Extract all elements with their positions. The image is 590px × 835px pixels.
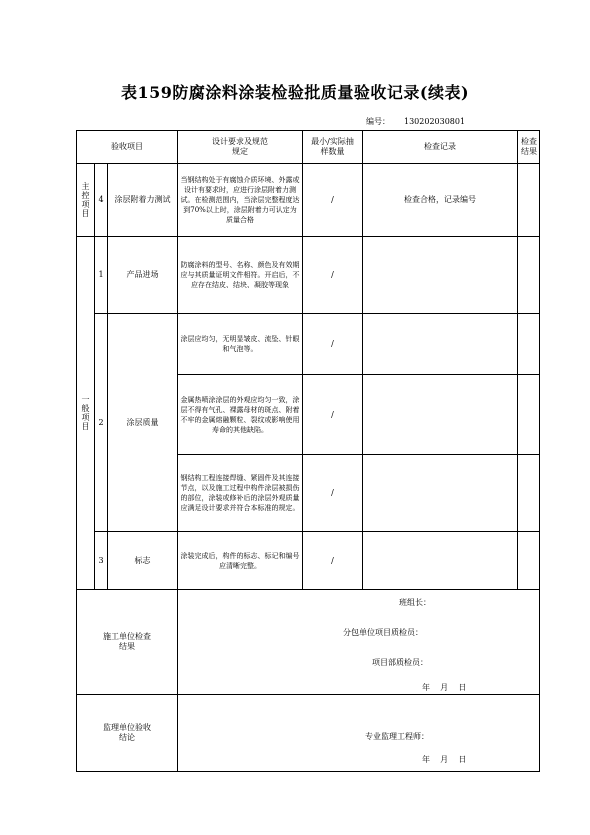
row-record[interactable] bbox=[363, 314, 518, 375]
table-row bbox=[77, 314, 540, 375]
row-sample: / bbox=[303, 532, 363, 590]
code-label: 编号： bbox=[366, 117, 390, 126]
row-result[interactable] bbox=[518, 532, 540, 590]
construction-label: 施工单位检查结果 bbox=[77, 590, 178, 695]
row-requirement: 金属热喷涂涂层的外观应均匀一致，涂层不得有气孔、裸露母材的斑点、附着不牢的金属熔融颗粒、裂纹或影响使用寿命的其他缺陷。 bbox=[178, 375, 303, 455]
header-sample: 最小/实际抽样数量 bbox=[303, 131, 363, 164]
form-code bbox=[366, 116, 465, 127]
code-value: 130202030801 bbox=[404, 117, 466, 126]
proj-inspector-label: 项目部质检员： bbox=[372, 658, 428, 667]
row-no: 3 bbox=[95, 532, 108, 590]
inspection-table bbox=[76, 130, 540, 772]
row-record[interactable] bbox=[363, 455, 518, 532]
row-requirement: 涂装完成后，构件的标志、标记和编号应清晰完整。 bbox=[178, 532, 303, 590]
row-record[interactable]: 检查合格，记录编号 bbox=[363, 164, 518, 237]
row-requirement: 当钢结构处于有腐蚀介质环境、外露或设计有要求时，应进行涂层附着力测试。在检测范围内，当涂层完整程度达到70%以上时，涂层附着力可认定为质量合格 bbox=[178, 164, 303, 237]
supervision-row bbox=[77, 695, 540, 772]
construction-row bbox=[77, 590, 540, 695]
row-result[interactable] bbox=[518, 237, 540, 314]
sub-inspector-label: 分包单位项目质检员： bbox=[343, 628, 423, 637]
row-result[interactable] bbox=[518, 164, 540, 237]
header-row bbox=[77, 131, 540, 164]
supervision-signoff[interactable] bbox=[178, 695, 540, 772]
row-record[interactable] bbox=[363, 375, 518, 455]
row-no: 4 bbox=[95, 164, 108, 237]
header-record: 检查记录 bbox=[363, 131, 518, 164]
row-no: 2 bbox=[95, 314, 108, 532]
table-row bbox=[77, 532, 540, 590]
row-name: 涂层附着力测试 bbox=[108, 164, 178, 237]
row-requirement: 涂层应均匀，无明显皱皮、流坠、针眼和气泡等。 bbox=[178, 314, 303, 375]
row-name: 标志 bbox=[108, 532, 178, 590]
row-result[interactable] bbox=[518, 314, 540, 375]
table-row bbox=[77, 164, 540, 237]
row-sample: / bbox=[303, 455, 363, 532]
row-result[interactable] bbox=[518, 455, 540, 532]
row-record[interactable] bbox=[363, 237, 518, 314]
row-record[interactable] bbox=[363, 532, 518, 590]
row-name: 产品进场 bbox=[108, 237, 178, 314]
form-title: 表159防腐涂料涂装检验批质量验收记录(续表) bbox=[120, 83, 470, 102]
group-main: 主控项目 bbox=[77, 164, 95, 237]
row-sample: / bbox=[303, 375, 363, 455]
row-result[interactable] bbox=[518, 375, 540, 455]
supervision-date: 年 月 日 bbox=[422, 755, 467, 764]
row-requirement: 钢结构工程连接焊缝、紧固件及其连接节点，以及施工过程中构件涂层被损伤的部位，涂装或修补后的涂层外观质量应满足设计要求并符合本标准的规定。 bbox=[178, 455, 303, 532]
row-sample: / bbox=[303, 164, 363, 237]
header-requirement: 设计要求及规范规定 bbox=[178, 131, 303, 164]
table-row bbox=[77, 237, 540, 314]
construction-signoff[interactable] bbox=[178, 590, 540, 695]
row-requirement: 防腐涂料的型号、名称、颜色及有效期应与其质量证明文件相符。开启后，不应存在结皮、结块、凝胶等现象 bbox=[178, 237, 303, 314]
leader-label: 班组长： bbox=[399, 598, 431, 607]
supervision-label: 监理单位验收结论 bbox=[77, 695, 178, 772]
row-sample: / bbox=[303, 237, 363, 314]
header-result: 检查结果 bbox=[518, 131, 540, 164]
row-sample: / bbox=[303, 314, 363, 375]
row-no: 1 bbox=[95, 237, 108, 314]
row-name: 涂层质量 bbox=[108, 314, 178, 532]
group-general: 一般项目 bbox=[77, 237, 95, 590]
header-item: 验收项目 bbox=[77, 131, 178, 164]
construction-date: 年 月 日 bbox=[422, 683, 467, 692]
engineer-label: 专业监理工程师： bbox=[365, 732, 429, 741]
